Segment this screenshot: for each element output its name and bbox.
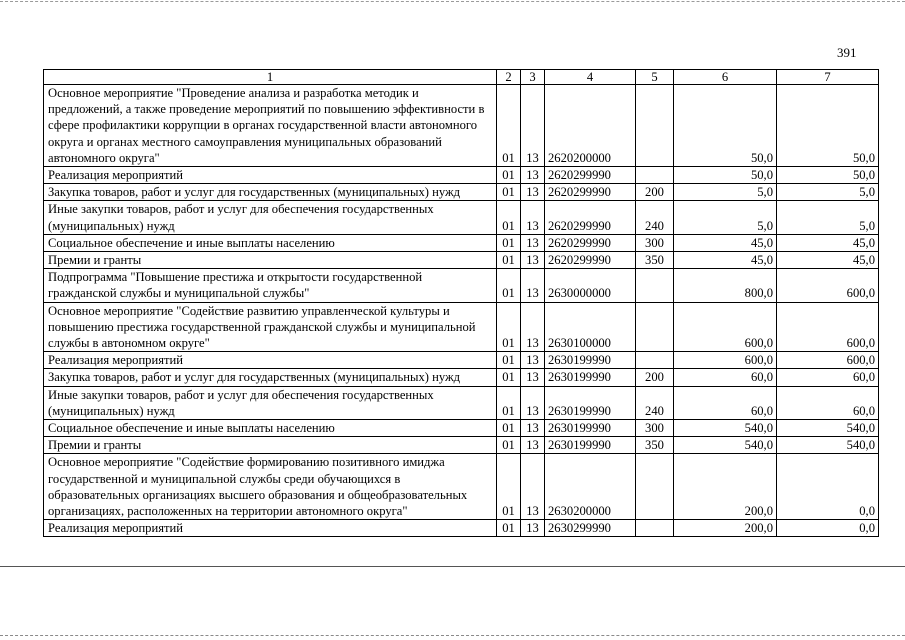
row-amount-2-cell: 50,0 [777, 85, 879, 167]
row-subsection-cell: 13 [521, 454, 545, 520]
row-target-code-cell: 2630199990 [545, 369, 636, 386]
row-section-cell: 01 [497, 369, 521, 386]
row-target-code-cell: 2620299990 [545, 234, 636, 251]
row-amount-1-cell: 600,0 [674, 302, 777, 352]
row-name-cell: Реализация мероприятий [44, 520, 497, 537]
row-target-code-cell: 2630199990 [545, 437, 636, 454]
row-section-cell: 01 [497, 454, 521, 520]
table-row [44, 437, 879, 454]
row-amount-1-cell: 50,0 [674, 167, 777, 184]
row-subsection-cell: 13 [521, 520, 545, 537]
table-row [44, 369, 879, 386]
row-section-cell: 01 [497, 85, 521, 167]
row-name-cell: Премии и гранты [44, 252, 497, 269]
row-expense-type-cell [636, 352, 674, 369]
row-subsection-cell: 13 [521, 252, 545, 269]
row-expense-type-cell: 200 [636, 369, 674, 386]
row-section-cell: 01 [497, 252, 521, 269]
row-amount-1-cell: 45,0 [674, 234, 777, 251]
row-amount-1-cell: 5,0 [674, 201, 777, 234]
row-target-code-cell: 2630199990 [545, 386, 636, 419]
scan-edge-bottom [0, 635, 905, 636]
row-expense-type-cell [636, 167, 674, 184]
row-subsection-cell: 13 [521, 234, 545, 251]
page-cut-line [0, 566, 905, 567]
row-section-cell: 01 [497, 184, 521, 201]
row-name-cell: Социальное обеспечение и иные выплаты населению [44, 234, 497, 251]
budget-table [43, 69, 879, 537]
table-row [44, 302, 879, 352]
row-target-code-cell: 2620299990 [545, 201, 636, 234]
row-amount-1-cell: 50,0 [674, 85, 777, 167]
row-amount-1-cell: 60,0 [674, 386, 777, 419]
row-section-cell: 01 [497, 269, 521, 302]
row-name-cell: Закупка товаров, работ и услуг для государственных (муниципальных) нужд [44, 369, 497, 386]
row-name-cell: Иные закупки товаров, работ и услуг для обеспечения государственных (муниципальных) нужд [44, 386, 497, 419]
row-name-cell: Закупка товаров, работ и услуг для государственных (муниципальных) нужд [44, 184, 497, 201]
row-name-cell: Иные закупки товаров, работ и услуг для обеспечения государственных (муниципальных) нужд [44, 201, 497, 234]
row-amount-1-cell: 200,0 [674, 520, 777, 537]
row-subsection-cell: 13 [521, 369, 545, 386]
row-expense-type-cell [636, 269, 674, 302]
row-subsection-cell: 13 [521, 184, 545, 201]
row-expense-type-cell [636, 520, 674, 537]
row-amount-2-cell: 45,0 [777, 234, 879, 251]
row-section-cell: 01 [497, 302, 521, 352]
scan-edge-top [0, 1, 905, 2]
row-amount-1-cell: 60,0 [674, 369, 777, 386]
row-subsection-cell: 13 [521, 269, 545, 302]
row-section-cell: 01 [497, 420, 521, 437]
row-subsection-cell: 13 [521, 302, 545, 352]
row-expense-type-cell: 240 [636, 386, 674, 419]
row-expense-type-cell [636, 85, 674, 167]
row-name-cell: Подпрограмма "Повышение престижа и открытости государственной гражданской службы и муниципальной службы" [44, 269, 497, 302]
row-expense-type-cell: 350 [636, 437, 674, 454]
row-target-code-cell: 2630100000 [545, 302, 636, 352]
row-amount-2-cell: 50,0 [777, 167, 879, 184]
row-amount-2-cell: 600,0 [777, 302, 879, 352]
row-amount-1-cell: 540,0 [674, 437, 777, 454]
row-amount-2-cell: 0,0 [777, 454, 879, 520]
row-amount-2-cell: 540,0 [777, 420, 879, 437]
table-row [44, 234, 879, 251]
row-subsection-cell: 13 [521, 167, 545, 184]
table-row [44, 520, 879, 537]
row-target-code-cell: 2620299990 [545, 167, 636, 184]
table-row [44, 454, 879, 520]
header-col-6: 6 [674, 70, 777, 85]
row-expense-type-cell: 350 [636, 252, 674, 269]
header-col-1: 1 [44, 70, 497, 85]
row-name-cell: Реализация мероприятий [44, 167, 497, 184]
row-section-cell: 01 [497, 352, 521, 369]
table-row [44, 167, 879, 184]
row-subsection-cell: 13 [521, 85, 545, 167]
row-amount-1-cell: 600,0 [674, 352, 777, 369]
row-subsection-cell: 13 [521, 437, 545, 454]
row-amount-2-cell: 60,0 [777, 386, 879, 419]
page-number: 391 [837, 45, 857, 60]
row-amount-2-cell: 600,0 [777, 269, 879, 302]
row-expense-type-cell: 300 [636, 420, 674, 437]
row-name-cell: Премии и гранты [44, 437, 497, 454]
row-amount-1-cell: 200,0 [674, 454, 777, 520]
table-row [44, 386, 879, 419]
row-section-cell: 01 [497, 437, 521, 454]
row-section-cell: 01 [497, 234, 521, 251]
row-target-code-cell: 2620299990 [545, 184, 636, 201]
row-amount-2-cell: 540,0 [777, 437, 879, 454]
row-target-code-cell: 2630200000 [545, 454, 636, 520]
table-row [44, 252, 879, 269]
row-name-cell: Основное мероприятие "Содействие развитию управленческой культуры и повышению престижа государственной гражданской службы и муниципальной службы в автономном округе" [44, 302, 497, 352]
header-col-3: 3 [521, 70, 545, 85]
row-amount-2-cell: 600,0 [777, 352, 879, 369]
row-target-code-cell: 2630199990 [545, 420, 636, 437]
row-amount-2-cell: 5,0 [777, 201, 879, 234]
table-row [44, 85, 879, 167]
row-expense-type-cell [636, 454, 674, 520]
row-section-cell: 01 [497, 167, 521, 184]
row-amount-1-cell: 800,0 [674, 269, 777, 302]
table-row [44, 201, 879, 234]
row-target-code-cell: 2630000000 [545, 269, 636, 302]
table-row [44, 352, 879, 369]
row-subsection-cell: 13 [521, 352, 545, 369]
row-amount-2-cell: 45,0 [777, 252, 879, 269]
row-subsection-cell: 13 [521, 386, 545, 419]
header-col-7: 7 [777, 70, 879, 85]
row-section-cell: 01 [497, 520, 521, 537]
table-row [44, 420, 879, 437]
row-target-code-cell: 2630299990 [545, 520, 636, 537]
row-target-code-cell: 2620299990 [545, 252, 636, 269]
row-name-cell: Основное мероприятие "Проведение анализа и разработка методик и предложений, а также проведение мероприятий по повышению эффективности в сфере профилактики коррупции в органах государственной власти автономного округа и органах местного самоуправления муниципальных образований автономного округа" [44, 85, 497, 167]
row-name-cell: Реализация мероприятий [44, 352, 497, 369]
row-expense-type-cell: 200 [636, 184, 674, 201]
row-target-code-cell: 2630199990 [545, 352, 636, 369]
header-col-5: 5 [636, 70, 674, 85]
row-amount-2-cell: 0,0 [777, 520, 879, 537]
row-section-cell: 01 [497, 201, 521, 234]
table-row [44, 269, 879, 302]
row-target-code-cell: 2620200000 [545, 85, 636, 167]
row-expense-type-cell: 300 [636, 234, 674, 251]
row-expense-type-cell [636, 302, 674, 352]
row-subsection-cell: 13 [521, 201, 545, 234]
row-expense-type-cell: 240 [636, 201, 674, 234]
row-amount-2-cell: 60,0 [777, 369, 879, 386]
row-subsection-cell: 13 [521, 420, 545, 437]
row-name-cell: Социальное обеспечение и иные выплаты населению [44, 420, 497, 437]
header-col-4: 4 [545, 70, 636, 85]
row-amount-1-cell: 540,0 [674, 420, 777, 437]
table-header-row [44, 70, 879, 85]
row-amount-2-cell: 5,0 [777, 184, 879, 201]
row-section-cell: 01 [497, 386, 521, 419]
header-col-2: 2 [497, 70, 521, 85]
row-name-cell: Основное мероприятие "Содействие формированию позитивного имиджа государственной и муниципальной службы среди обучающихся в образовательных организациях высшего образования и общеобразовательных организациях, расположенных на территории автономного округа" [44, 454, 497, 520]
row-amount-1-cell: 5,0 [674, 184, 777, 201]
row-amount-1-cell: 45,0 [674, 252, 777, 269]
table-row [44, 184, 879, 201]
